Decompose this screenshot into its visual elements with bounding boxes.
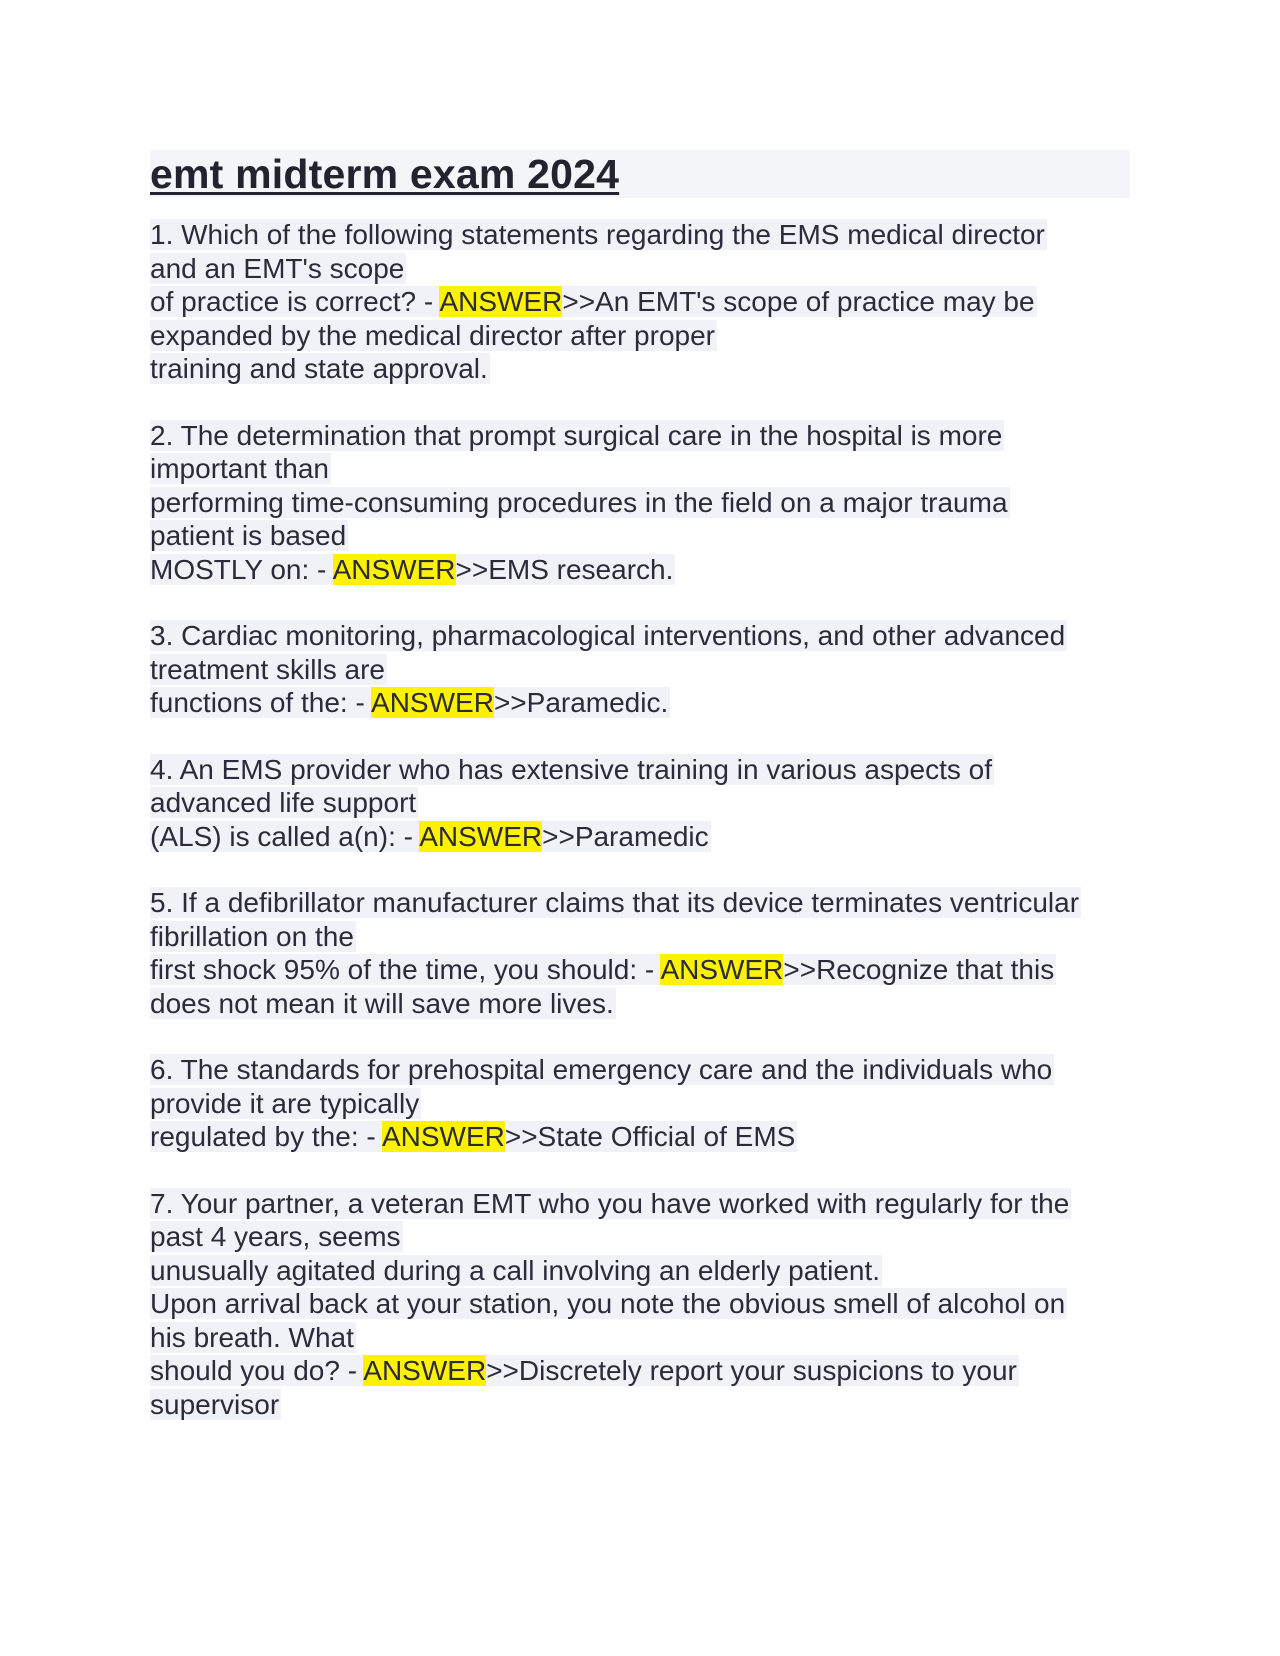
question-line xyxy=(150,1220,1130,1254)
question-line xyxy=(150,886,1130,920)
text-run: supervisor xyxy=(150,1388,280,1420)
question-line xyxy=(150,953,1130,987)
text-run: past 4 years, seems xyxy=(150,1221,401,1252)
document-page xyxy=(150,150,1130,1454)
question-line xyxy=(150,1388,1130,1422)
answer-highlight: ANSWER xyxy=(419,820,543,852)
question-line xyxy=(150,820,1130,854)
text-run: 4. An EMS provider who has extensive training in various aspects of xyxy=(150,753,992,785)
answer-highlight: ANSWER xyxy=(332,553,456,585)
question-line xyxy=(150,319,1130,353)
answer-text: >>Paramedic xyxy=(542,820,709,852)
question-line xyxy=(150,486,1130,520)
question-text: first shock 95% of the time, you should: - xyxy=(150,954,661,985)
question-block xyxy=(150,619,1130,720)
question-line xyxy=(150,1354,1130,1388)
text-run: 3. Cardiac monitoring, pharmacological interventions, and other advanced xyxy=(150,620,1066,651)
answer-highlight: ANSWER xyxy=(363,1355,487,1386)
answer-highlight: ANSWER xyxy=(660,954,784,985)
title-band xyxy=(150,150,1130,198)
text-run: unusually agitated during a call involving an elderly patient. xyxy=(150,1254,881,1286)
text-run: patient is based xyxy=(150,520,347,551)
text-run xyxy=(150,554,675,585)
question-text: (ALS) is called a(n): - xyxy=(150,820,420,852)
text-run xyxy=(150,954,1056,985)
text-run: expanded by the medical director after proper xyxy=(150,319,715,351)
text-run: important than xyxy=(150,453,329,484)
question-line xyxy=(150,419,1130,453)
question-block xyxy=(150,218,1130,386)
question-text: MOSTLY on: - xyxy=(150,553,333,585)
question-line xyxy=(150,1187,1130,1221)
question-line xyxy=(150,553,1130,587)
text-run: his breath. What xyxy=(150,1321,354,1353)
text-run xyxy=(150,286,1037,317)
text-run: 2. The determination that prompt surgical care in the hospital is more xyxy=(150,419,1003,451)
question-block xyxy=(150,419,1130,587)
question-line xyxy=(150,1321,1130,1355)
question-line xyxy=(150,1120,1130,1154)
question-line xyxy=(150,285,1130,319)
answer-highlight: ANSWER xyxy=(371,687,494,718)
text-run: Upon arrival back at your station, you note the obvious smell of alcohol on xyxy=(150,1288,1066,1319)
question-text: of practice is correct? - xyxy=(150,286,440,317)
answer-text: >>State Official of EMS xyxy=(504,1121,796,1152)
question-line xyxy=(150,1287,1130,1321)
question-line xyxy=(150,987,1130,1021)
question-line xyxy=(150,1053,1130,1087)
answer-text: >>An EMT's scope of practice may be xyxy=(562,286,1035,317)
text-run: 6. The standards for prehospital emergency care and the individuals who xyxy=(150,1054,1053,1085)
question-line xyxy=(150,686,1130,720)
question-block xyxy=(150,753,1130,854)
question-line xyxy=(150,619,1130,653)
text-run xyxy=(150,687,670,718)
question-list xyxy=(150,218,1130,1421)
text-run: 5. If a defibrillator manufacturer claims that its device terminates ventricular xyxy=(150,887,1080,918)
text-run: provide it are typically xyxy=(150,1087,420,1119)
question-line xyxy=(150,452,1130,486)
question-block xyxy=(150,1053,1130,1154)
question-line xyxy=(150,920,1130,954)
text-run: fibrillation on the xyxy=(150,920,354,952)
question-line xyxy=(150,352,1130,386)
document-title: emt midterm exam 2024 xyxy=(150,151,620,197)
text-run: training and state approval. xyxy=(150,353,488,384)
answer-highlight: ANSWER xyxy=(439,286,563,317)
question-line xyxy=(150,218,1130,252)
question-line xyxy=(150,786,1130,820)
text-run: performing time-consuming procedures in the field on a major trauma xyxy=(150,486,1008,518)
text-run: advanced life support xyxy=(150,787,417,818)
question-text: functions of the: - xyxy=(150,687,372,718)
text-run xyxy=(150,821,711,852)
question-block xyxy=(150,1187,1130,1422)
question-block xyxy=(150,886,1130,1020)
text-run: treatment skills are xyxy=(150,653,385,685)
answer-text: >>Paramedic. xyxy=(493,687,669,718)
question-line xyxy=(150,1087,1130,1121)
question-line xyxy=(150,753,1130,787)
text-run: does not mean it will save more lives. xyxy=(150,987,614,1019)
question-line xyxy=(150,653,1130,687)
answer-highlight: ANSWER xyxy=(381,1121,505,1152)
question-text: should you do? - xyxy=(150,1355,364,1386)
text-run: 7. Your partner, a veteran EMT who you have worked with regularly for the xyxy=(150,1187,1070,1219)
question-line xyxy=(150,252,1130,286)
question-text: regulated by the: - xyxy=(150,1121,382,1152)
question-line xyxy=(150,1254,1130,1288)
answer-text: >>Discretely report your suspicions to your xyxy=(486,1355,1017,1386)
text-run: 1. Which of the following statements regarding the EMS medical director xyxy=(150,219,1045,250)
text-run: and an EMT's scope xyxy=(150,252,405,284)
question-line xyxy=(150,519,1130,553)
text-run xyxy=(150,1121,797,1152)
answer-text: >>Recognize that this xyxy=(783,954,1055,985)
text-run xyxy=(150,1355,1019,1386)
answer-text: >>EMS research. xyxy=(455,553,674,585)
